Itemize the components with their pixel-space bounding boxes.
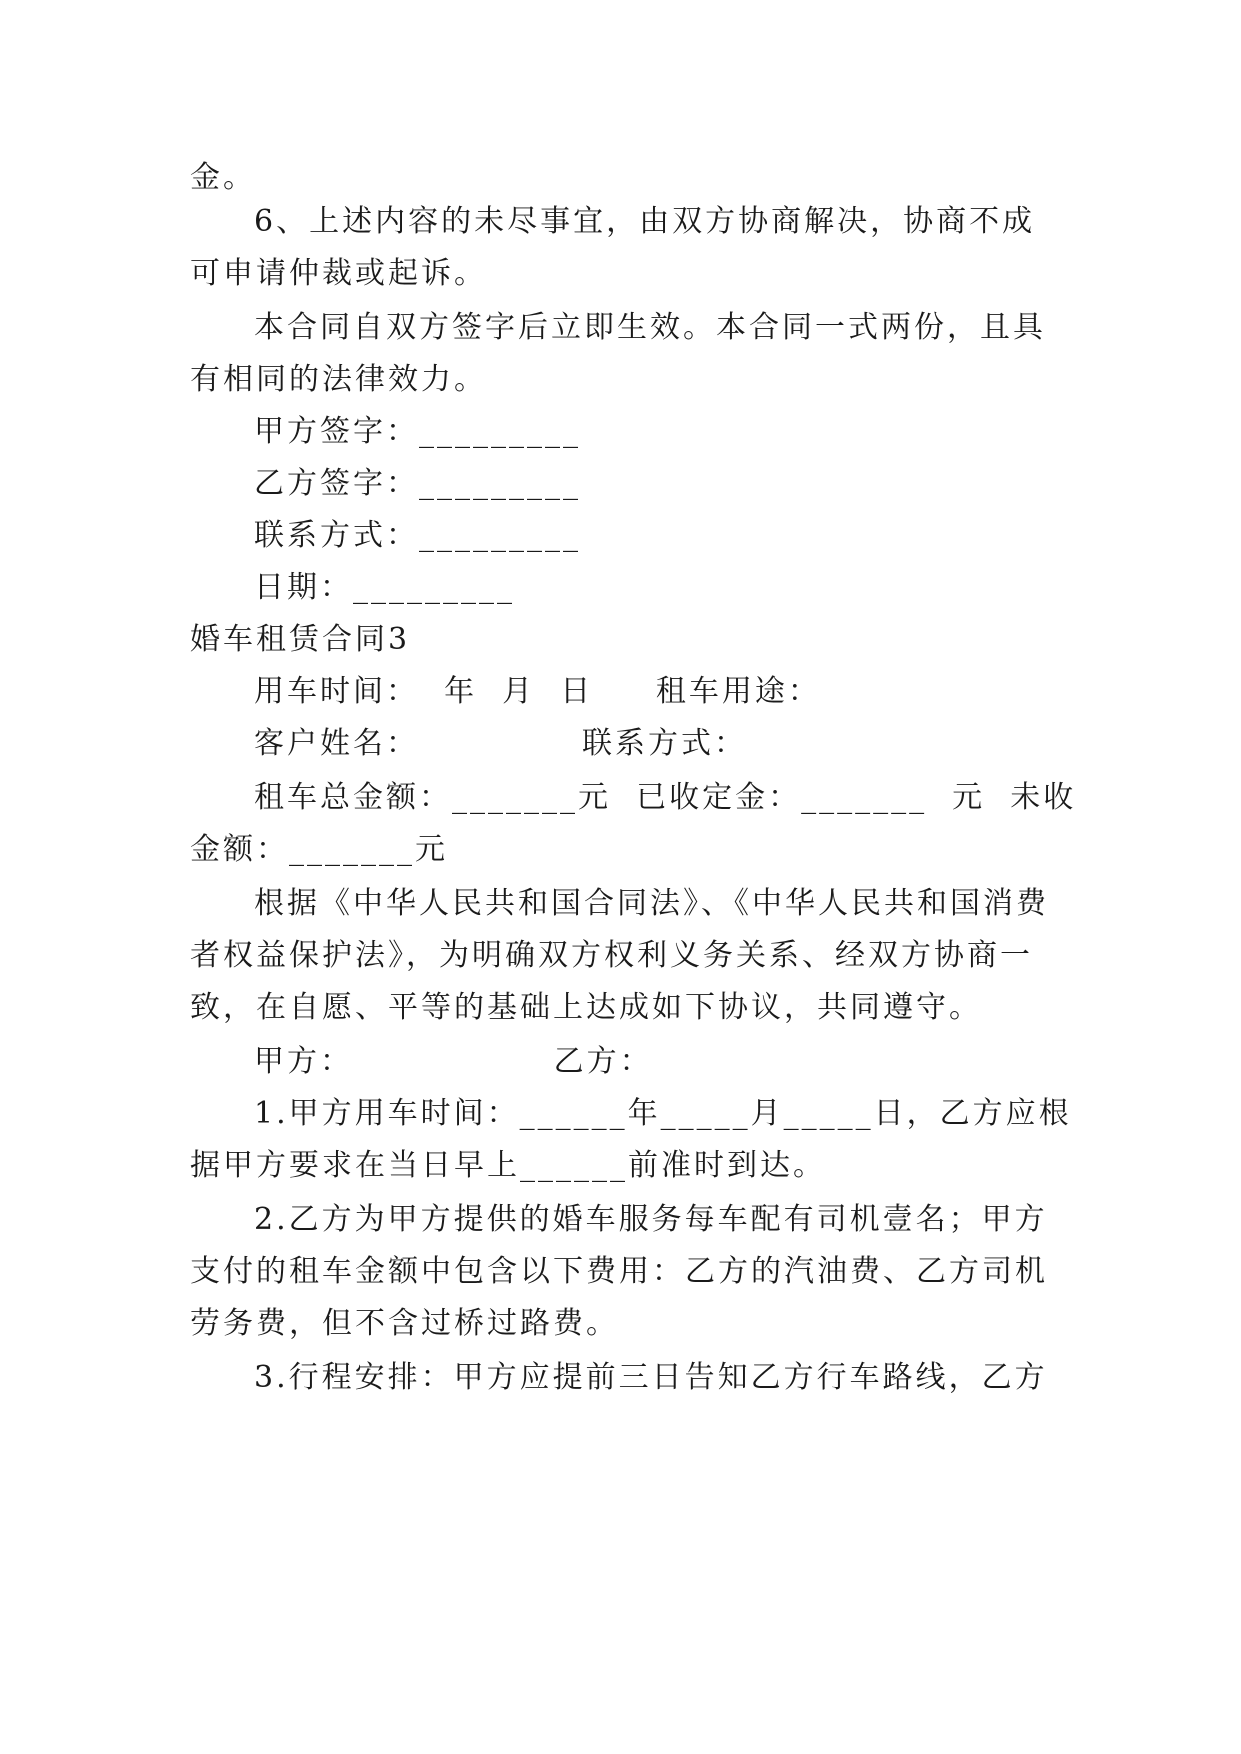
clause-3-line-1: 3.行程安排：甲方应提前三日告知乙方行车路线，乙方 [254, 1360, 1048, 1395]
contract-title: 婚车租赁合同3 [190, 622, 411, 657]
party-b-signature: 乙方签字：_________ [254, 466, 581, 501]
paragraph-6-line-2: 可申请仲裁或起诉。 [190, 256, 487, 291]
effect-clause-line-2: 有相同的法律效力。 [190, 362, 487, 397]
contact-info: 联系方式：_________ [254, 518, 581, 553]
usage-time-purpose: 用车时间： 年 月 日 租车用途： [254, 674, 821, 709]
preamble-line-1: 根据《中华人民共和国合同法》、《中华人民共和国消费 [254, 886, 1049, 921]
clause-2-line-1: 2.乙方为甲方提供的婚车服务每车配有司机壹名；甲方 [254, 1202, 1048, 1237]
clause-1-line-1: 1.甲方用车时间：______年_____月_____日，乙方应根 [254, 1096, 1072, 1131]
amount-line-2: 金额：_______元 [190, 832, 448, 867]
date-field: 日期：_________ [254, 570, 515, 605]
clause-2-line-3: 劳务费，但不含过桥过路费。 [190, 1306, 619, 1341]
effect-clause-line-1: 本合同自双方签字后立即生效。本合同一式两份，且具 [254, 310, 1046, 345]
customer-name-contact: 客户姓名： 联系方式： [254, 726, 747, 761]
amount-line-1: 租车总金额：_______元 已收定金：_______ 元 未收 [254, 780, 1077, 815]
preamble-line-3: 致，在自愿、平等的基础上达成如下协议，共同遵守。 [190, 990, 982, 1025]
preamble-line-2: 者权益保护法》，为明确双方权利义务关系、经双方协商一 [190, 938, 1033, 973]
parties-line: 甲方： 乙方： [254, 1044, 653, 1079]
clause-1-line-2: 据甲方要求在当日早上______前准时到达。 [190, 1148, 826, 1183]
paragraph-6-line-1: 6、上述内容的未尽事宜，由双方协商解决，协商不成 [254, 204, 1036, 239]
party-a-signature: 甲方签字：_________ [254, 414, 581, 449]
clause-2-line-2: 支付的租车金额中包含以下费用：乙方的汽油费、乙方司机 [190, 1254, 1048, 1289]
paragraph-5-end: 金。 [190, 160, 256, 195]
